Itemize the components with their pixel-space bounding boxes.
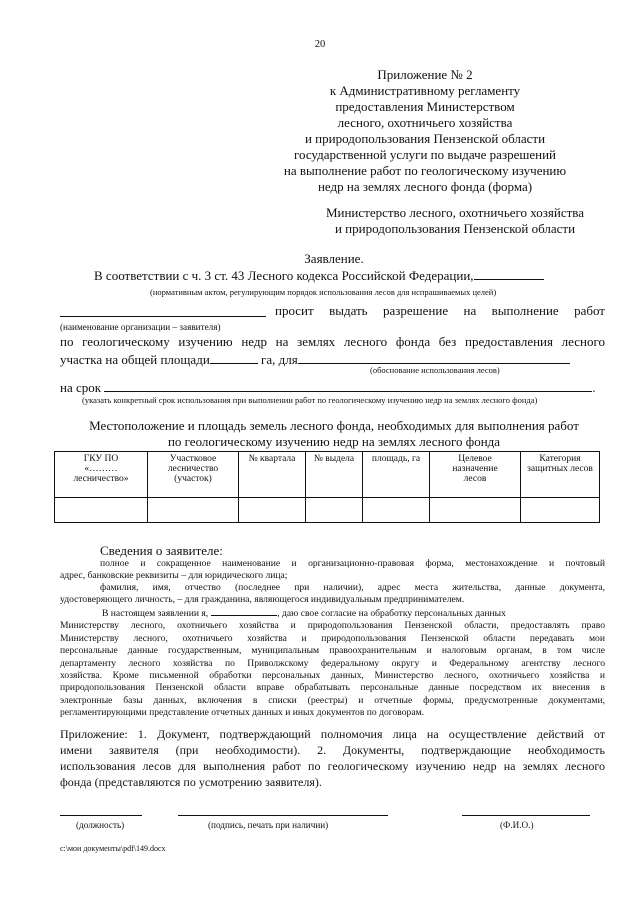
term-blank: [104, 380, 592, 392]
paragraph-line: фамилия, имя, отчество (последнее при наличии), адрес места жительства, данные документа,: [100, 582, 605, 593]
request-text: просит выдать разрешение на выполнение работ: [275, 303, 605, 318]
position-signature-line: [60, 815, 142, 816]
header-category: [521, 452, 600, 498]
header-text: защитных лесов: [527, 464, 593, 474]
paragraph-line: полное и сокращенное наименование и организационно-правовая форма, местонахождение и почтовый: [100, 558, 605, 569]
annex-line: недр на землях лесного фонда (форма): [317, 179, 533, 194]
annex-line: лесного, охотничьего хозяйства: [337, 115, 513, 130]
addressee-line: Министерство лесного, охотничьего хозяйства: [325, 205, 585, 220]
annex-line: на выполнение работ по геологическому изучению: [283, 163, 567, 178]
annex-line: государственной услуги по выдаче разрешений: [293, 147, 557, 162]
paragraph-line: удостоверяющего личность, – для гражданина, являющегося индивидуальным предпринимателем.: [60, 594, 465, 606]
header-text: площадь, га: [371, 454, 421, 464]
purpose-blank: [298, 352, 570, 364]
header-text: ГКУ ПО: [83, 454, 119, 464]
term-note: (указать конкретный срок использования при выполнении работ по геологическому изучению недр на землях лесного фонда): [82, 395, 538, 405]
annex-line: к Административному регламенту: [329, 83, 521, 98]
annex-line: предоставления Министерством: [335, 99, 515, 114]
paragraph-line: электронные базы данных, включения в списки (реестры) и отчетные формы, предусмотренные документами,: [60, 694, 605, 706]
paragraph-line: природопользования Пензенской области вправе обрабатывать персональные данные посредством их внесения в: [60, 682, 605, 694]
attachments-line: фонда (представляются по усмотрению заявителя).: [60, 775, 322, 789]
basis-note: (нормативным актом, регулирующим порядок использования лесов для испрашиваемых целей): [150, 287, 497, 297]
header-text: лесничество: [167, 464, 219, 474]
area-label: участка на общей площади: [60, 352, 210, 367]
term-end: .: [592, 380, 596, 395]
consent-start: В настоящем заявлении я,: [102, 608, 209, 619]
header-text: Участковое: [169, 454, 217, 464]
name-signature-line: [462, 815, 590, 816]
header-allotment: [306, 452, 363, 498]
signature-line: [178, 815, 388, 816]
statement-line-3: по геологическому изучению недр на землях лесного фонда без предоставления лесного: [60, 334, 605, 349]
org-note: (наименование организации – заявителя): [60, 322, 221, 332]
addressee-block: [300, 205, 610, 237]
forest-land-table: [54, 451, 600, 523]
header-text: № выдела: [313, 454, 355, 464]
consent-rest: , даю свое согласие на обработку персональных данных: [277, 608, 506, 619]
table-row: [55, 498, 600, 523]
signature-caption: (подпись, печать при наличии): [208, 820, 329, 830]
statement-basis-text: В соответствии с ч. 3 ст. 43 Лесного кодекса Российской Федерации,: [94, 268, 474, 283]
table-cell[interactable]: [306, 498, 363, 523]
file-path-footer: с:\мои документы\pdf\149.docx: [60, 844, 166, 853]
table-header-row: [55, 452, 600, 498]
purpose-label: га, для: [261, 352, 298, 367]
area-blank: [210, 352, 258, 364]
header-text: (участок): [174, 474, 212, 484]
term-label: на срок: [60, 380, 102, 395]
table-title-line-1: Местоположение и площадь земель лесного фонда, необходимых для выполнения работ: [89, 418, 579, 433]
table-cell[interactable]: [148, 498, 239, 523]
paragraph-line: персональные данные государственным, муниципальным правоохранительным и налоговым органам, в том числе: [60, 645, 605, 657]
header-text: лесничество»: [73, 474, 129, 484]
paragraph-line: департаменту лесного хозяйства по Приволжскому федеральному округу и Федеральному агентству лесного: [60, 657, 605, 669]
applicant-paragraph-2: [60, 582, 605, 607]
annex-line: и природопользования Пензенской области: [304, 131, 546, 146]
paragraph-line: Министерству лесного, охотничьего хозяйства и природопользования Пензенской области передавать мои: [60, 632, 605, 644]
org-name-blank: [60, 303, 266, 317]
name-caption: (Ф.И.О.): [500, 820, 534, 830]
position-caption: (должность): [76, 820, 125, 830]
statement-title: Заявление.: [304, 251, 364, 266]
header-text: лесов: [463, 474, 487, 484]
table-cell[interactable]: [55, 498, 148, 523]
header-district: [148, 452, 239, 498]
attachments-line: имени заявителя (при необходимости). 2. Документы, подтверждающие необходимость: [60, 743, 605, 757]
annex-line: Приложение № 2: [377, 67, 473, 82]
paragraph-line: адрес, банковские реквизиты – для юридического лица;: [60, 570, 288, 582]
header-text: Целевое: [458, 454, 492, 464]
paragraph-line: хозяйства. Кроме письменной обработки персональных данных, Министерство лесного, охотничьего хозяйства и: [60, 670, 605, 682]
table-cell[interactable]: [430, 498, 521, 523]
consent-first-line: [60, 606, 605, 620]
basis-blank: [474, 268, 544, 280]
header-gku: [55, 452, 148, 498]
purpose-note: (обоснование использования лесов): [370, 365, 500, 375]
header-text: № квартала: [248, 454, 296, 464]
paragraph-line: регламентирующими представление отчетных данных и иных документов по договорам.: [60, 707, 425, 719]
paragraph-line: Министерству лесного, охотничьего хозяйства и природопользования Пензенской области, предоставлять право: [60, 620, 605, 632]
header-quarter: [239, 452, 306, 498]
attachments-line: Приложение: 1. Документ, подтверждающий полномочия лица на осуществление действий от: [60, 727, 605, 741]
header-purpose: [430, 452, 521, 498]
applicant-name-blank: [211, 606, 277, 616]
addressee-line: и природопользования Пензенской области: [334, 221, 576, 236]
header-text: назначение: [452, 464, 498, 474]
consent-paragraph: [60, 606, 605, 720]
table-cell[interactable]: [521, 498, 600, 523]
table-title-line-2: по геологическому изучению недр на землях лесного фонда: [167, 434, 501, 449]
page-number: 20: [314, 39, 326, 50]
applicant-paragraph-1: [60, 558, 605, 583]
term-line: [60, 380, 596, 396]
header-area: [363, 452, 430, 498]
org-blank-wrap: [60, 303, 208, 322]
attachments-line: использования лесов для выполнения работ по геологическому изучению недр на землях лесного: [60, 759, 605, 773]
annex-header: [260, 67, 590, 195]
statement-basis-line: [94, 268, 544, 284]
header-text: «………: [84, 464, 118, 474]
header-text: Категория: [539, 454, 581, 464]
table-cell[interactable]: [363, 498, 430, 523]
table-cell[interactable]: [239, 498, 306, 523]
applicant-title: Сведения о заявителе:: [100, 543, 223, 558]
attachments-note: [60, 726, 605, 790]
